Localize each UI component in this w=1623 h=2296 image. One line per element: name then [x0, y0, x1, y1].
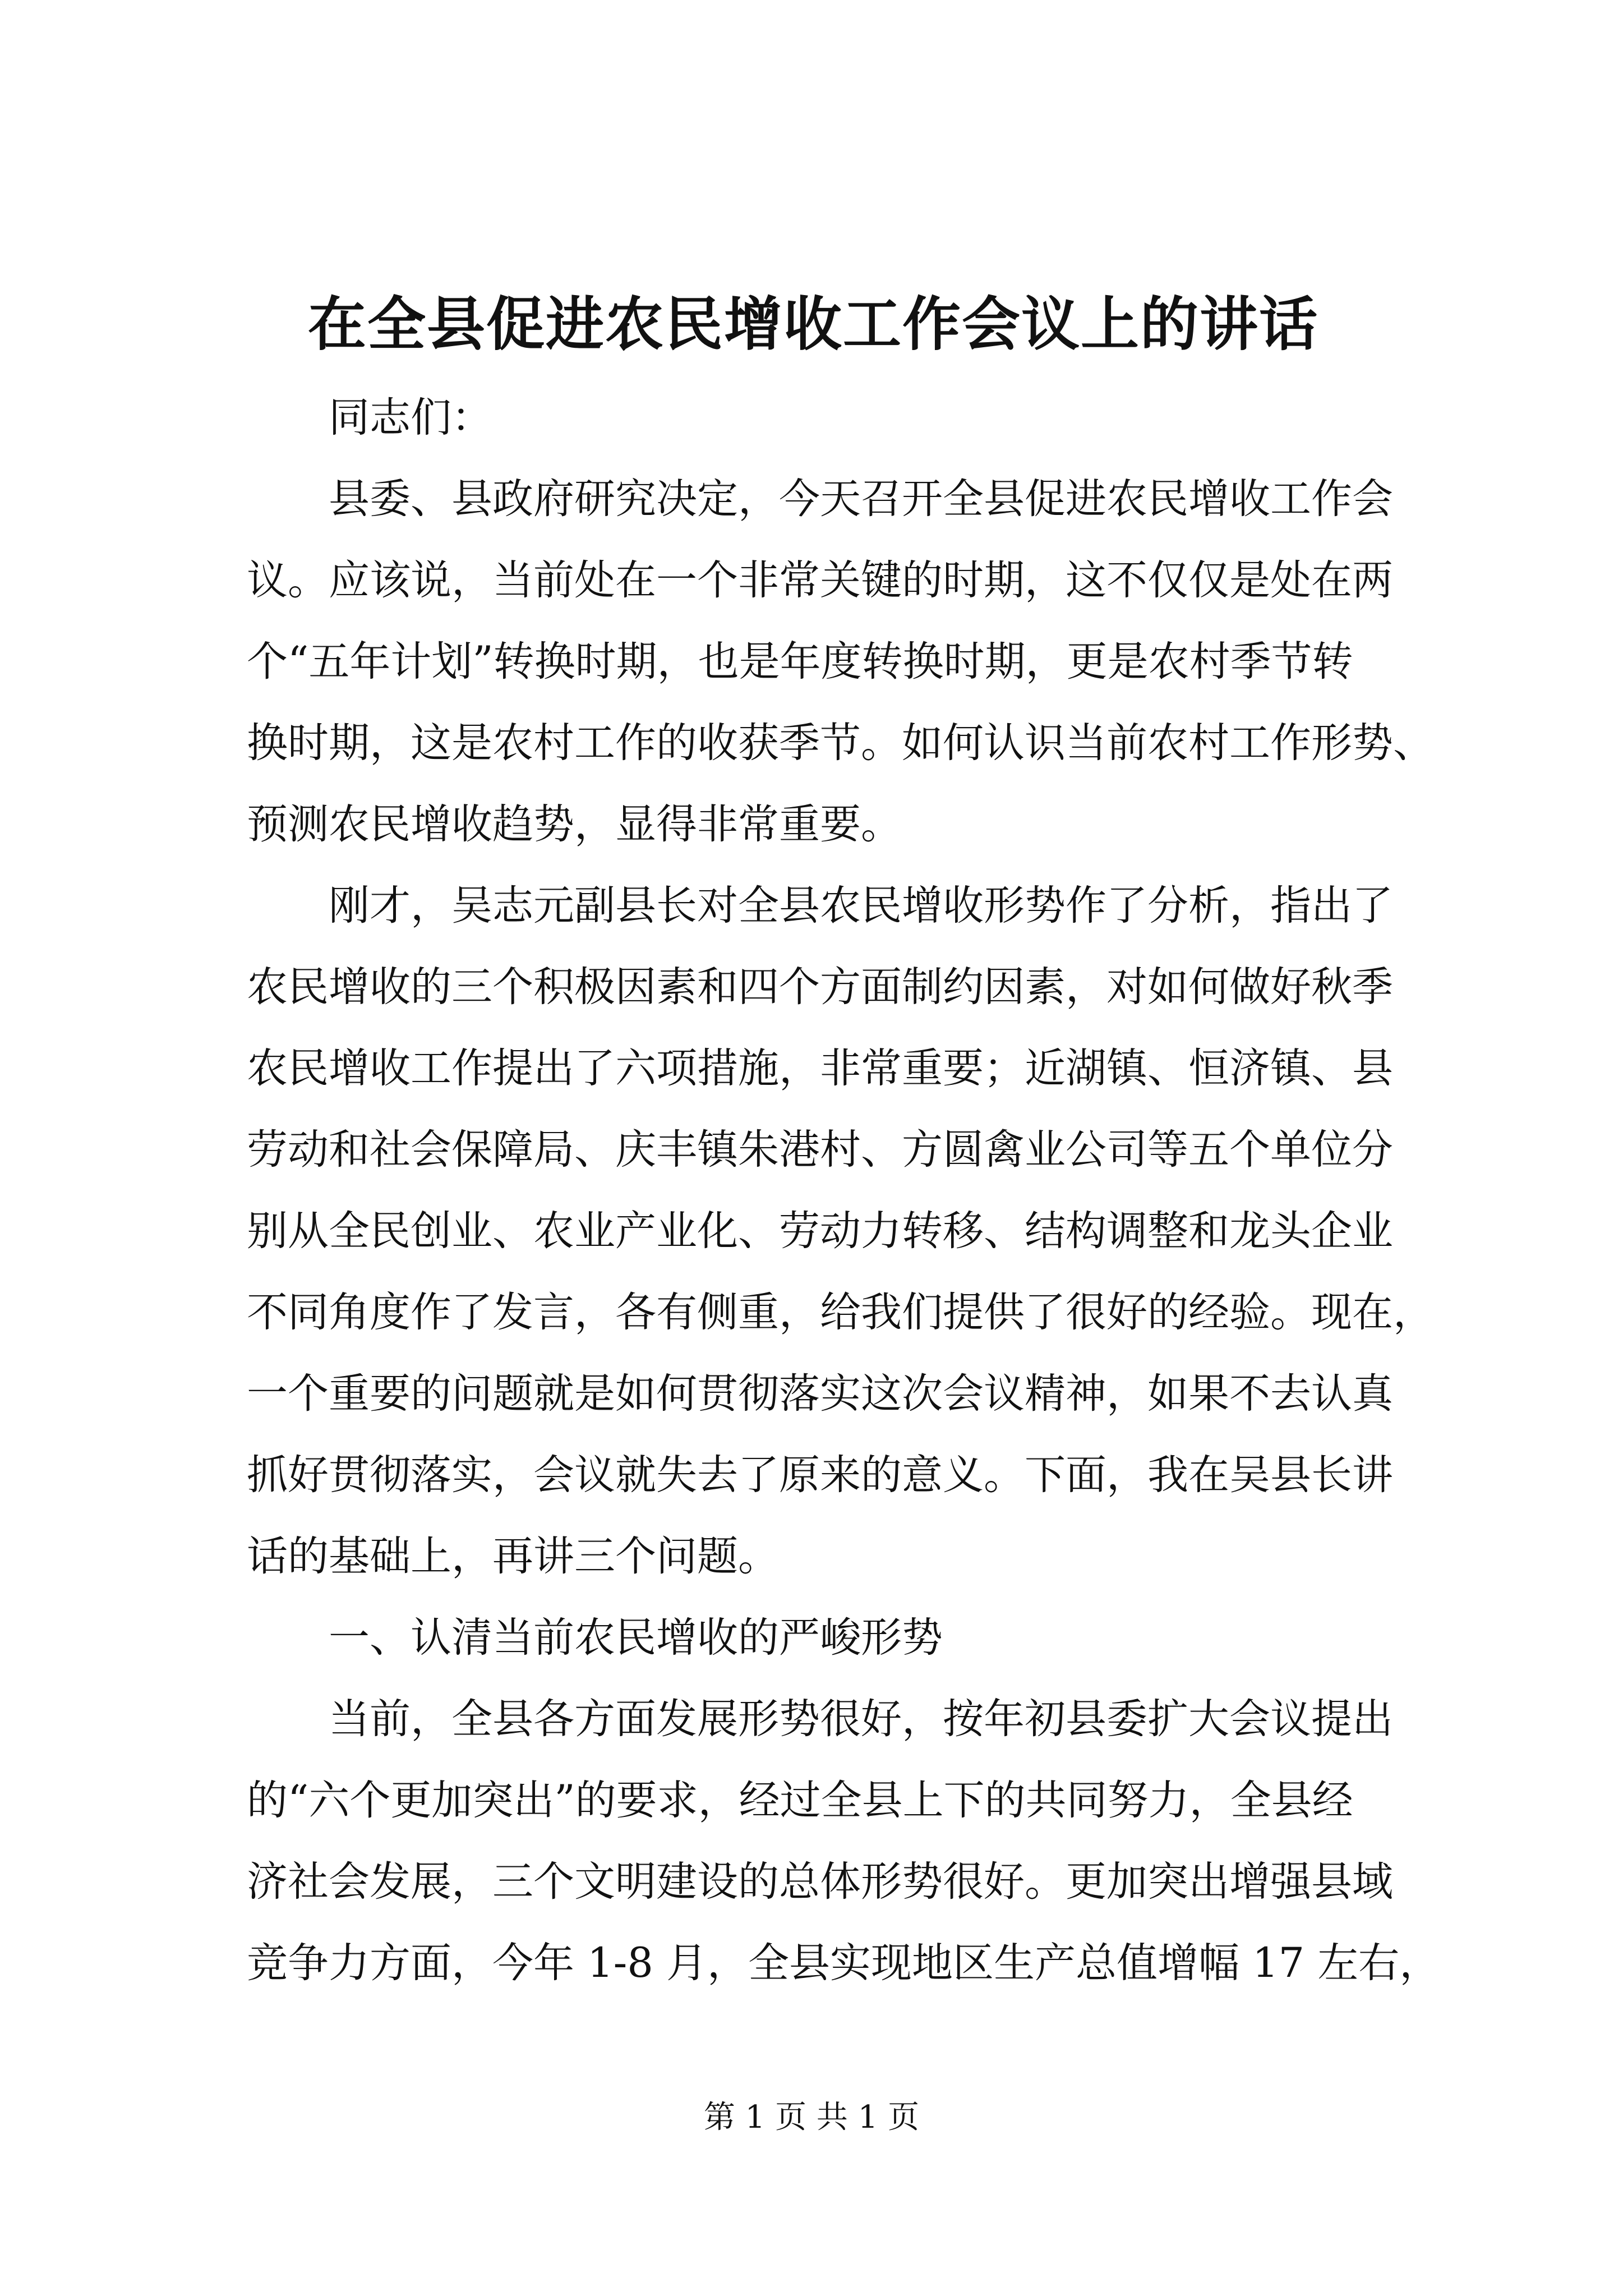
text-line: 别从全民创业、农业产业化、劳动力转移、结构调整和龙头企业 [247, 1207, 1393, 1255]
paragraph-greeting [247, 377, 1424, 458]
paragraph-summary [247, 865, 1434, 1597]
text-line: 抓好贯彻落实，会议就失去了原来的意义。下面，我在吴县长讲 [247, 1451, 1393, 1499]
text-line: 济社会发展，三个文明建设的总体形势很好。更加突出增强县域 [247, 1858, 1393, 1906]
text-line: 预测农民增收趋势，显得非常重要。 [247, 800, 902, 848]
text-line: 一、认清当前农民增收的严峻形势 [329, 1614, 943, 1662]
paragraph-situation [247, 1678, 1441, 2004]
section-heading [247, 1597, 1424, 1678]
paragraph-intro [247, 458, 1434, 865]
text-line: 议。应该说，当前处在一个非常关键的时期，这不仅仅是处在两 [247, 556, 1393, 604]
text-line: 农民增收的三个积极因素和四个方面制约因素，对如何做好秋季 [247, 963, 1393, 1011]
text-line: 话的基础上，再讲三个问题。 [247, 1533, 779, 1580]
text-line: 个“五年计划”转换时期，也是年度转换时期，更是农村季节转 [247, 638, 1353, 685]
text-line: 不同角度作了发言，各有侧重，给我们提供了很好的经验。现在， [247, 1289, 1434, 1336]
page-footer: 第 1 页 共 1 页 [703, 2099, 920, 2136]
text-line: 县委、县政府研究决定，今天召开全县促进农民增收工作会 [329, 475, 1393, 523]
document-title: 在全县促进农民增收工作会议上的讲话 [307, 289, 1318, 358]
document-body [247, 377, 1441, 2004]
text-line: 一个重要的问题就是如何贯彻落实这次会议精神，如果不去认真 [247, 1370, 1393, 1418]
text-line: 换时期，这是农村工作的收获季节。如何认识当前农村工作形势、 [247, 719, 1434, 767]
text-line: 农民增收工作提出了六项措施，非常重要；近湖镇、恒济镇、县 [247, 1045, 1393, 1092]
text-line: 当前，全县各方面发展形势很好，按年初县委扩大会议提出 [329, 1695, 1393, 1743]
text-line: 劳动和社会保障局、庆丰镇朱港村、方圆禽业公司等五个单位分 [247, 1126, 1393, 1174]
text-line: 刚才，吴志元副县长对全县农民增收形势作了分析，指出了 [329, 882, 1393, 930]
text-line: 竞争力方面，今年 1-8 月，全县实现地区生产总值增幅 17 左右， [247, 1939, 1441, 1987]
text-line: 同志们： [329, 394, 492, 441]
text-line: 的“六个更加突出”的要求，经过全县上下的共同努力，全县经 [247, 1777, 1353, 1824]
